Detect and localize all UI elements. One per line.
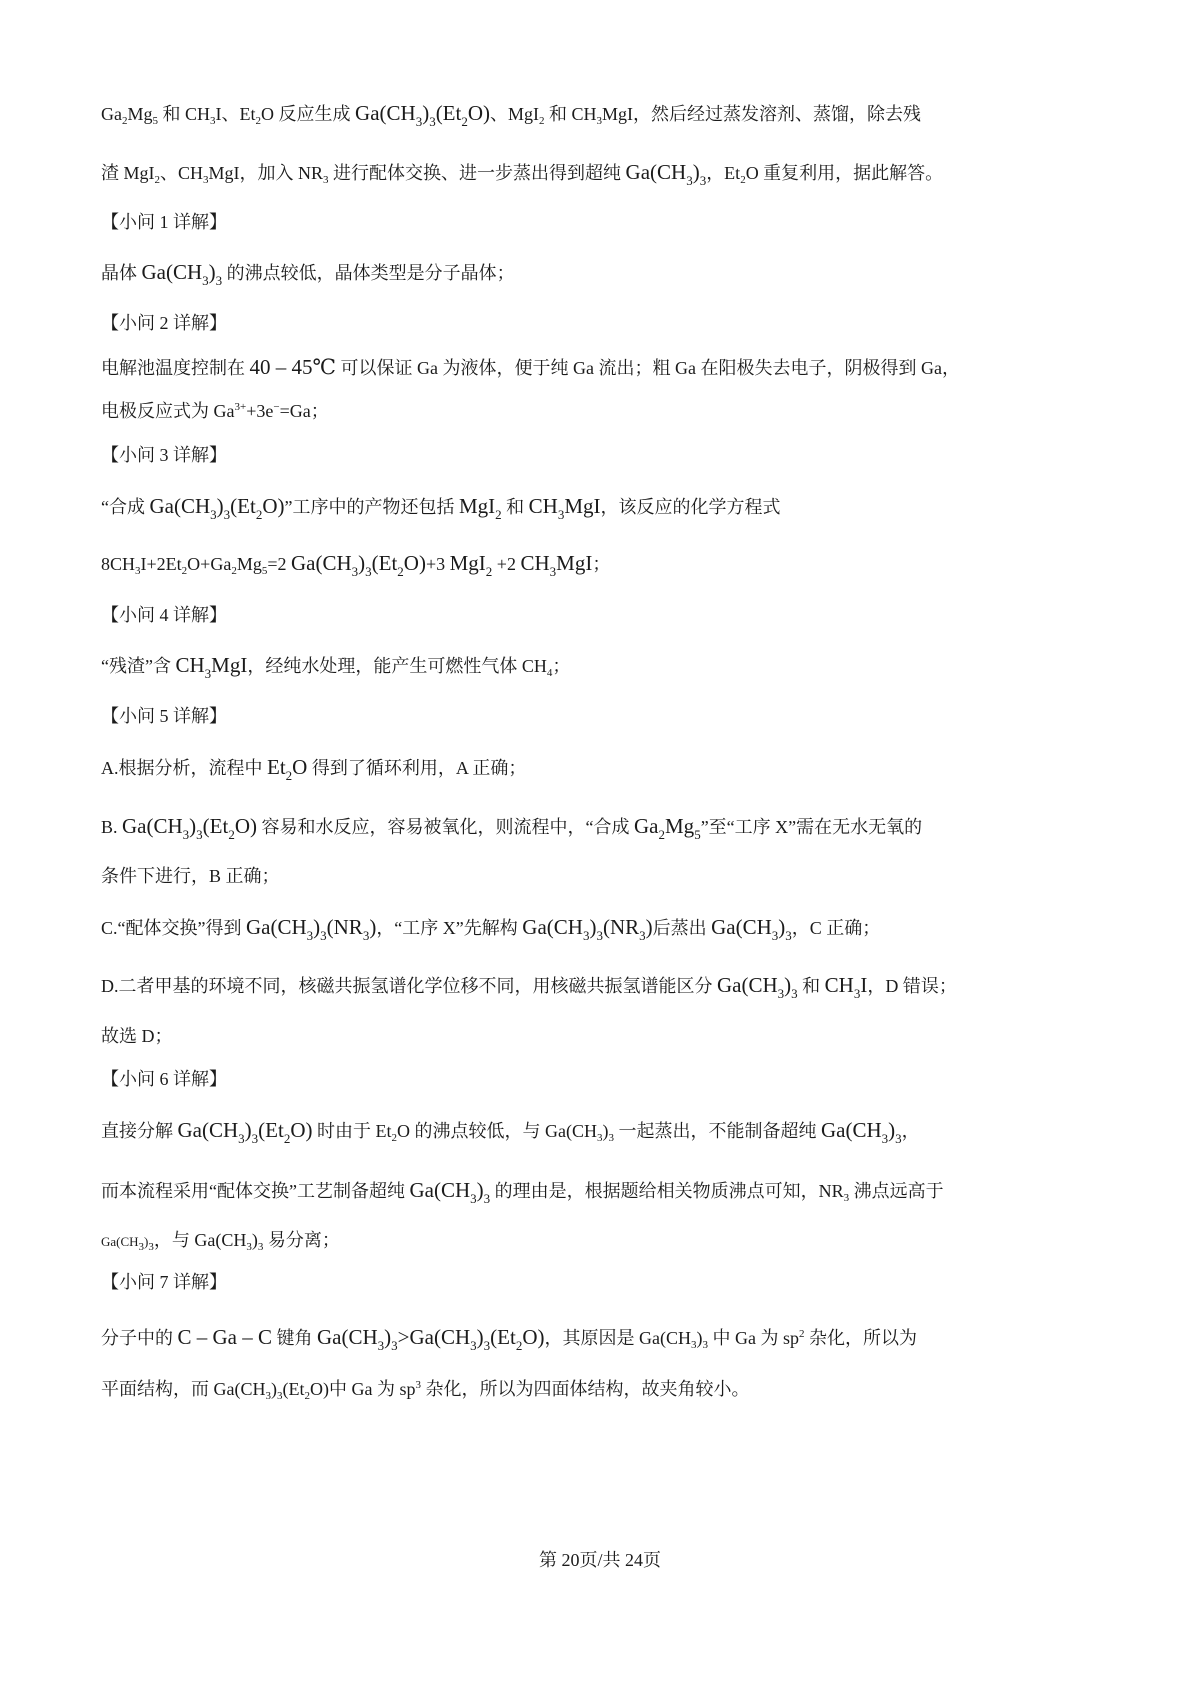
formula-segment: Ga(CH [177, 1118, 239, 1142]
formula-segment: (Et [258, 1118, 284, 1142]
text-line [101, 157, 943, 187]
formula-segment: (Et [490, 1325, 516, 1349]
formula-segment: >Ga(CH [397, 1325, 471, 1349]
text-segment: 和 [501, 497, 529, 517]
formula-subscript: 2 [228, 827, 235, 842]
formula-segment: (Et [230, 494, 256, 518]
formula-segment: O) [522, 1325, 545, 1349]
formula-subscript: 3 [686, 173, 693, 188]
formula-subscript: 3 [853, 986, 861, 1001]
text-segment-small: Ga(CH [101, 1234, 139, 1249]
formula-subscript: 2 [397, 564, 404, 579]
subscript: 3 [702, 1339, 708, 1351]
formula-segment: Ga(CH [317, 1325, 378, 1349]
formula-segment: Ga(CH [149, 494, 211, 518]
formula-subscript: 3 [202, 273, 209, 288]
text-segment: D.二者甲基的环境不同，核磁共振氢谱化学位移不同，用核磁共振氢谱能区分 [101, 976, 717, 996]
formula-segment: ) [589, 915, 597, 939]
text-segment: O 反应生成 [261, 104, 356, 124]
formula-segment: ) [422, 101, 430, 125]
text-segment: O 的沸点较低，与 Ga(CH [396, 1121, 597, 1141]
formula-subscript: 3 [791, 986, 798, 1001]
text-segment: ，Et [706, 163, 741, 183]
text-segment: 中 Ga 为 sp [707, 1328, 799, 1348]
text-segment: MgI，然后经过蒸发溶剂、蒸馏，除去残 [602, 104, 922, 124]
subscript: 2 [154, 174, 160, 186]
text-segment: 沸点远高于 [849, 1181, 944, 1201]
formula-subscript: 3 [582, 928, 590, 943]
text-segment: 杂化，所以为四面体结构，故夹角较小。 [421, 1379, 750, 1399]
formula-segment: I [860, 973, 868, 997]
formula-segment: ) [244, 1118, 252, 1142]
formula-subscript: 2 [461, 114, 468, 129]
formula-subscript: 3 [596, 928, 603, 943]
text-segment: O)中 Ga 为 sp [310, 1379, 416, 1399]
text-segment: ，该反应的化学方程式 [600, 497, 781, 517]
formula-segment: Ga(CH [522, 915, 583, 939]
text-segment: =Ga； [279, 401, 329, 421]
subscript: 2 [740, 174, 746, 186]
text-segment: +3 [425, 554, 450, 574]
text-segment: ) [696, 1328, 703, 1348]
formula-segment: Et [267, 755, 286, 779]
superscript: 3 [415, 1379, 421, 1391]
formula-segment: Ga(CH [820, 1118, 882, 1142]
section-heading [101, 1064, 227, 1094]
formula-segment: Ga(CH [245, 915, 307, 939]
formula-segment: MgI [556, 551, 593, 575]
formula-subscript: 3 [429, 114, 436, 129]
text-line [101, 811, 922, 841]
formula-segment: CH [175, 653, 205, 677]
formula-subscript: 3 [238, 1131, 245, 1146]
text-line [101, 548, 610, 578]
text-segment: Ga [101, 104, 122, 124]
subscript: 2 [391, 1132, 397, 1144]
formula-subscript: 3 [196, 827, 203, 842]
text-segment: 电极反应式为 Ga [101, 401, 235, 421]
text-segment: 键角 [272, 1328, 317, 1348]
text-segment: MgI，加入 NR [208, 163, 324, 183]
text-segment: B. [101, 817, 123, 837]
text-segment: ”工序中的产物还包括 [284, 497, 459, 517]
text-segment: ) [251, 1230, 258, 1250]
formula-segment: ) [358, 551, 366, 575]
text-segment: 可以保证 Ga 为液体，便于纯 Ga 流出；粗 Ga 在阳极失去电子，阴极得到 Ga， [336, 358, 960, 378]
formula-segment: O [292, 755, 308, 779]
formula-subscript: 3 [785, 928, 792, 943]
text-segment: +2 [492, 554, 521, 574]
formula-subscript: 3 [483, 1191, 491, 1206]
formula-subscript: 3 [470, 1338, 477, 1353]
text-segment: C.“配体交换”得到 [101, 918, 246, 938]
text-segment: 【小问 7 详解】 [101, 1272, 227, 1292]
text-segment: ”至“工序 X”需在无水无氧的 [700, 817, 923, 837]
formula-segment: Ga(CH [711, 915, 772, 939]
text-segment: +3e [246, 401, 274, 421]
formula-segment: (NR [602, 915, 640, 939]
formula-subscript: 3 [557, 507, 565, 522]
subscript: 5 [152, 115, 159, 127]
text-segment: 的理由是，根据题给相关物质沸点可知，NR [490, 1181, 844, 1201]
subscript: 3 [596, 115, 603, 127]
subscript: 4 [546, 667, 553, 679]
text-segment-small: ) [144, 1234, 149, 1249]
formula-segment: Ga [634, 814, 659, 838]
subscript: 2 [304, 1390, 310, 1402]
formula-segment: ) [369, 915, 377, 939]
text-segment: O+Ga [187, 554, 232, 574]
text-segment: 渣 MgI [101, 163, 155, 183]
text-segment: ； [592, 554, 611, 574]
formula-subscript: 3 [182, 827, 190, 842]
subscript: 2 [122, 115, 128, 127]
text-segment: 平面结构，而 Ga(CH [101, 1379, 266, 1399]
text-segment: 和 [797, 976, 825, 996]
formula-segment: O) [290, 1118, 313, 1142]
formula-segment: CH [824, 973, 854, 997]
formula-subscript: 2 [255, 507, 263, 522]
text-line [101, 1115, 920, 1145]
text-segment: 时由于 Et [312, 1121, 392, 1141]
formula-segment: Ga(CH [409, 1178, 471, 1202]
formula-segment: (NR [326, 915, 363, 939]
formula-segment: ) [476, 1325, 484, 1349]
text-segment: ，D 错误； [867, 976, 957, 996]
text-segment: 条件下进行，B 正确； [101, 866, 280, 886]
formula-subscript: 3 [320, 928, 327, 943]
formula-subscript: 3 [306, 928, 314, 943]
section-heading [101, 308, 227, 338]
text-segment: ， [901, 1121, 920, 1141]
subscript: 3 [277, 1390, 283, 1402]
text-line [101, 1021, 173, 1051]
formula-subscript: 3 [699, 173, 707, 188]
text-line [101, 1175, 944, 1205]
formula-segment: ) [645, 915, 653, 939]
formula-segment: O) [467, 101, 491, 125]
formula-segment: ) [784, 973, 792, 997]
text-line [101, 752, 526, 782]
text-segment: 直接分解 [101, 1121, 178, 1141]
formula-subscript: 3 [483, 1338, 491, 1353]
formula-segment: (Et [371, 551, 398, 575]
formula-subscript: 3 [415, 114, 423, 129]
formula-subscript: 3 [215, 273, 223, 288]
text-line [101, 1370, 750, 1400]
text-line [101, 912, 880, 942]
formula-subscript: 3 [549, 564, 557, 579]
text-segment: ，其原因是 Ga(CH [544, 1328, 691, 1348]
formula-segment: C – Ga – C [177, 1325, 272, 1349]
formula-segment: Ga(CH [122, 814, 183, 838]
formula-subscript: 3 [895, 1131, 902, 1146]
formula-segment: O) [234, 814, 257, 838]
section-heading [101, 701, 227, 731]
text-segment: 【小问 5 详解】 [101, 706, 227, 726]
page-number-footer: 第 20页/共 24页 [538, 1550, 661, 1570]
text-segment: 杂化，所以为 [804, 1328, 917, 1348]
subscript: 3 [135, 565, 141, 577]
section-heading [101, 207, 227, 237]
text-segment: 一起蒸出，不能制备超纯 [613, 1121, 821, 1141]
text-segment: 【小问 2 详解】 [101, 313, 227, 333]
subscript: 3 [246, 1241, 252, 1253]
formula-subscript: 2 [283, 1131, 291, 1146]
subscript: 3 [138, 1241, 145, 1253]
text-segment: “合成 [101, 497, 150, 517]
formula-segment: ) [778, 915, 786, 939]
text-segment: 易分离； [263, 1230, 340, 1250]
formula-subscript: 2 [285, 768, 293, 783]
formula-subscript: 3 [881, 1131, 889, 1146]
formula-subscript: 3 [251, 1131, 259, 1146]
formula-subscript: 3 [777, 986, 785, 1001]
subscript: 3 [148, 1241, 154, 1253]
subscript: 3 [210, 115, 216, 127]
text-segment: ，C 正确； [791, 918, 881, 938]
subscript: 3 [257, 1241, 264, 1253]
formula-segment: CH [528, 494, 558, 518]
text-segment: 故选 D； [101, 1026, 173, 1046]
text-segment: I+2Et [140, 554, 182, 574]
text-segment: 后蒸出 [652, 918, 712, 938]
formula-segment: ) [189, 814, 197, 838]
section-heading [101, 440, 227, 470]
text-segment: 晶体 [101, 263, 142, 283]
formula-subscript: 2 [495, 507, 502, 522]
text-segment: Mg [236, 554, 262, 574]
text-segment: ，与 Ga(CH [153, 1230, 247, 1250]
superscript: 2 [798, 1328, 805, 1340]
formula-segment: Ga(CH [625, 160, 687, 184]
text-line [101, 98, 921, 128]
section-heading [101, 600, 227, 630]
formula-segment: ) [476, 1178, 484, 1202]
formula-segment: ) [216, 494, 224, 518]
formula-segment: Ga(CH [290, 551, 352, 575]
subscript: 2 [255, 115, 262, 127]
text-line [101, 861, 280, 891]
text-segment: 和 CH [158, 104, 211, 124]
text-segment: A.根据分析，流程中 [101, 758, 267, 778]
text-segment: 【小问 3 详解】 [101, 445, 227, 465]
section-heading [101, 1267, 227, 1297]
text-segment: “残渣”含 [101, 656, 176, 676]
formula-subscript: 2 [658, 827, 665, 842]
formula-subscript: 3 [391, 1338, 398, 1353]
formula-segment: MgI [564, 494, 601, 518]
formula-segment: Ga(CH [141, 260, 203, 284]
text-segment: 【小问 4 详解】 [101, 605, 227, 625]
subscript: 3 [843, 1192, 850, 1204]
text-line [101, 352, 960, 382]
formula-subscript: 3 [365, 564, 372, 579]
subscript: 3 [608, 1132, 614, 1144]
formula-subscript: 2 [515, 1338, 523, 1353]
formula-segment: CH [520, 551, 550, 575]
text-segment: 的沸点较低，晶体类型是分子晶体； [222, 263, 515, 283]
formula-subscript: 3 [362, 928, 370, 943]
formula-segment: O) [403, 551, 426, 575]
text-segment: 分子中的 [101, 1328, 178, 1348]
formula-segment: ) [384, 1325, 392, 1349]
formula-segment: ) [208, 260, 216, 284]
subscript: 2 [181, 565, 188, 577]
formula-subscript: 5 [694, 827, 701, 842]
text-segment: ) [602, 1121, 609, 1141]
text-segment: 、MgI [490, 104, 540, 124]
text-segment: 而本流程采用“配体交换”工艺制备超纯 [101, 1181, 410, 1201]
formula-segment: ) [313, 915, 321, 939]
formula-subscript: 3 [771, 928, 779, 943]
text-segment: Mg [127, 104, 153, 124]
text-line [101, 650, 570, 680]
formula-subscript: 3 [470, 1191, 477, 1206]
text-segment: I、Et [215, 104, 256, 124]
formula-subscript: 3 [377, 1338, 385, 1353]
formula-segment: 40 – 45℃ [249, 355, 336, 379]
text-segment: (Et [282, 1379, 305, 1399]
text-segment: ，“工序 X”先解构 [376, 918, 523, 938]
text-segment: 【小问 6 详解】 [101, 1069, 227, 1089]
subscript: 2 [231, 565, 237, 577]
text-segment: 电解池温度控制在 [101, 358, 250, 378]
subscript: 3 [596, 1132, 603, 1144]
formula-segment: MgI [449, 551, 486, 575]
text-line [101, 970, 957, 1000]
formula-segment: ) [888, 1118, 896, 1142]
superscript: 3+ [234, 401, 247, 413]
formula-subscript: 3 [639, 928, 646, 943]
text-segment: O 重复利用，据此解答。 [745, 163, 944, 183]
subscript: 3 [203, 174, 209, 186]
superscript: − [273, 401, 280, 413]
formula-subscript: 2 [485, 564, 493, 579]
text-segment: ； [552, 656, 571, 676]
text-segment: 进行配体交换、进一步蒸出得到超纯 [328, 163, 626, 183]
subscript: 2 [539, 115, 545, 127]
text-line [101, 1319, 917, 1353]
subscript: 3 [690, 1339, 697, 1351]
text-segment: 得到了循环利用，A 正确； [307, 758, 527, 778]
formula-segment: (Et [435, 101, 462, 125]
formula-segment: (Et [202, 814, 229, 838]
text-segment: =2 [267, 554, 291, 574]
formula-segment: MgI [211, 653, 248, 677]
subscript: 3 [265, 1390, 271, 1402]
formula-segment: O) [262, 494, 285, 518]
formula-segment: MgI [458, 494, 496, 518]
formula-subscript: 3 [223, 507, 231, 522]
formula-segment: Ga(CH [717, 973, 778, 997]
formula-subscript: 3 [210, 507, 217, 522]
text-segment: 容易和水反应，容易被氧化，则流程中，“合成 [257, 817, 634, 837]
subscript: 3 [323, 174, 329, 186]
formula-segment: Ga(CH [355, 101, 416, 125]
text-line [101, 491, 781, 521]
text-line [101, 1225, 340, 1255]
formula-segment: ) [692, 160, 700, 184]
text-segment: 和 CH [544, 104, 597, 124]
text-segment: 8CH [101, 554, 136, 574]
formula-subscript: 3 [351, 564, 359, 579]
formula-subscript: 3 [204, 666, 212, 681]
text-segment: 、CH [160, 163, 204, 183]
text-line [101, 392, 329, 422]
formula-segment: Mg [665, 814, 695, 838]
text-segment: ) [271, 1379, 277, 1399]
text-segment: ，经纯水处理，能产生可燃性气体 CH [247, 656, 547, 676]
subscript: 5 [261, 565, 268, 577]
text-segment: 【小问 1 详解】 [101, 212, 227, 232]
text-line [101, 257, 515, 287]
